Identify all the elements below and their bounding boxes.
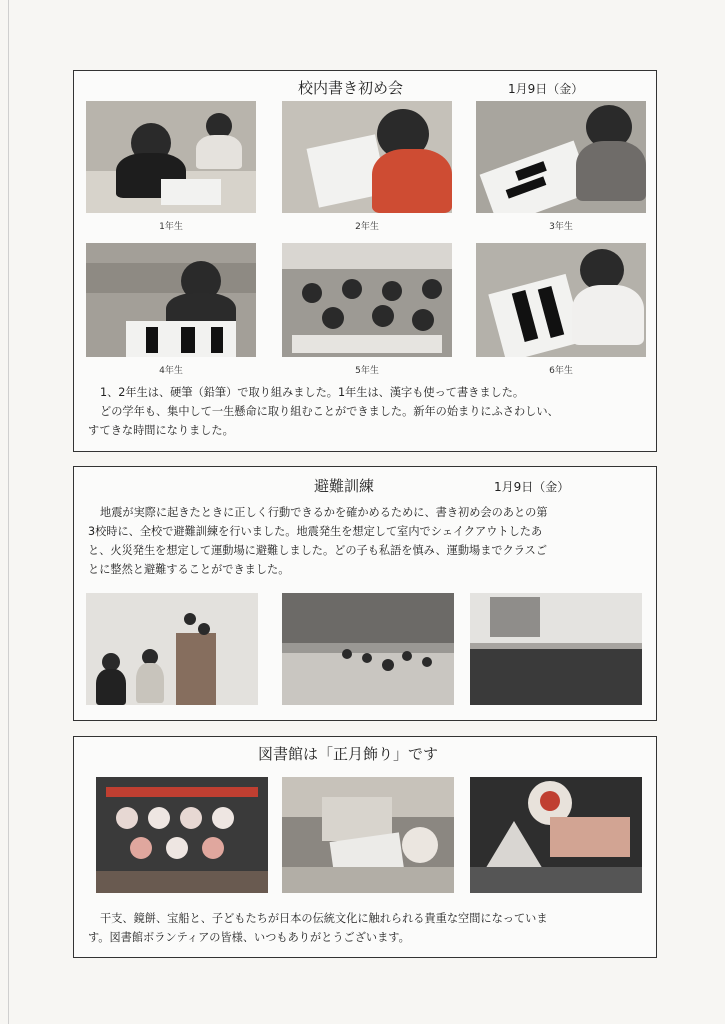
drill-line-3: と、火災発生を想定して運動場に避難しました。どの子も私語を慎み、運動場までクラスご [88, 544, 548, 557]
drill-date: 1月9日（金） [494, 480, 570, 494]
library-body [88, 909, 648, 947]
library-bulletin-photo [96, 777, 268, 893]
caption-grade5: 5年生 [355, 366, 379, 376]
calligraphy-date: 1月9日（金） [508, 82, 584, 96]
drill-courtyard-photo [282, 593, 454, 705]
calligraphy-line-2: どの学年も、集中して一生懸命に取り組むことができました。新年の始まりにふさわしい、 [100, 405, 559, 418]
grade3-photo [476, 101, 646, 213]
calligraphy-section [73, 70, 657, 452]
drill-line-1: 地震が実際に起きたときに正しく行動できるかを確かめるために、書き初め会のあとの第 [100, 506, 548, 519]
calligraphy-body [88, 383, 648, 440]
library-line-2: す。図書館ボランティアの皆様、いつもありがとうございます。 [88, 931, 410, 944]
grade2-photo [282, 101, 452, 213]
page-edge [8, 0, 9, 1024]
caption-grade1: 1年生 [159, 222, 183, 232]
grade6-photo [476, 243, 646, 357]
drill-title: 避難訓練 [314, 477, 375, 495]
grade5-photo [282, 243, 452, 357]
drill-line-2: 3校時に、全校で避難訓練を行いました。地震発生を想定して室内でシェイクアウトしたあ [88, 525, 543, 538]
evacuation-drill-section [73, 466, 657, 721]
drill-line-4: とに整然と避難することができました。 [88, 563, 290, 576]
drill-hallway-photo [86, 593, 258, 705]
library-section [73, 736, 657, 958]
library-newyear-photo [470, 777, 642, 893]
drill-field-photo [470, 593, 642, 705]
library-title: 図書館は「正月飾り」です [258, 745, 439, 763]
library-line-1: 干支、鏡餅、宝船と、子どもたちが日本の伝統文化に触れられる貴重な空間になっていま [100, 912, 548, 925]
calligraphy-title: 校内書き初め会 [298, 79, 404, 97]
drill-body [88, 503, 648, 579]
calligraphy-line-1: 1、2年生は、硬筆（鉛筆）で取り組みました。1年生は、漢字も使って書きました。 [100, 386, 525, 399]
grade4-photo [86, 243, 256, 357]
grade1-photo [86, 101, 256, 213]
library-display-photo [282, 777, 454, 893]
calligraphy-line-3: すてきな時間になりました。 [88, 424, 234, 437]
caption-grade2: 2年生 [355, 222, 379, 232]
caption-grade6: 6年生 [549, 366, 573, 376]
caption-grade4: 4年生 [159, 366, 183, 376]
caption-grade3: 3年生 [549, 222, 573, 232]
